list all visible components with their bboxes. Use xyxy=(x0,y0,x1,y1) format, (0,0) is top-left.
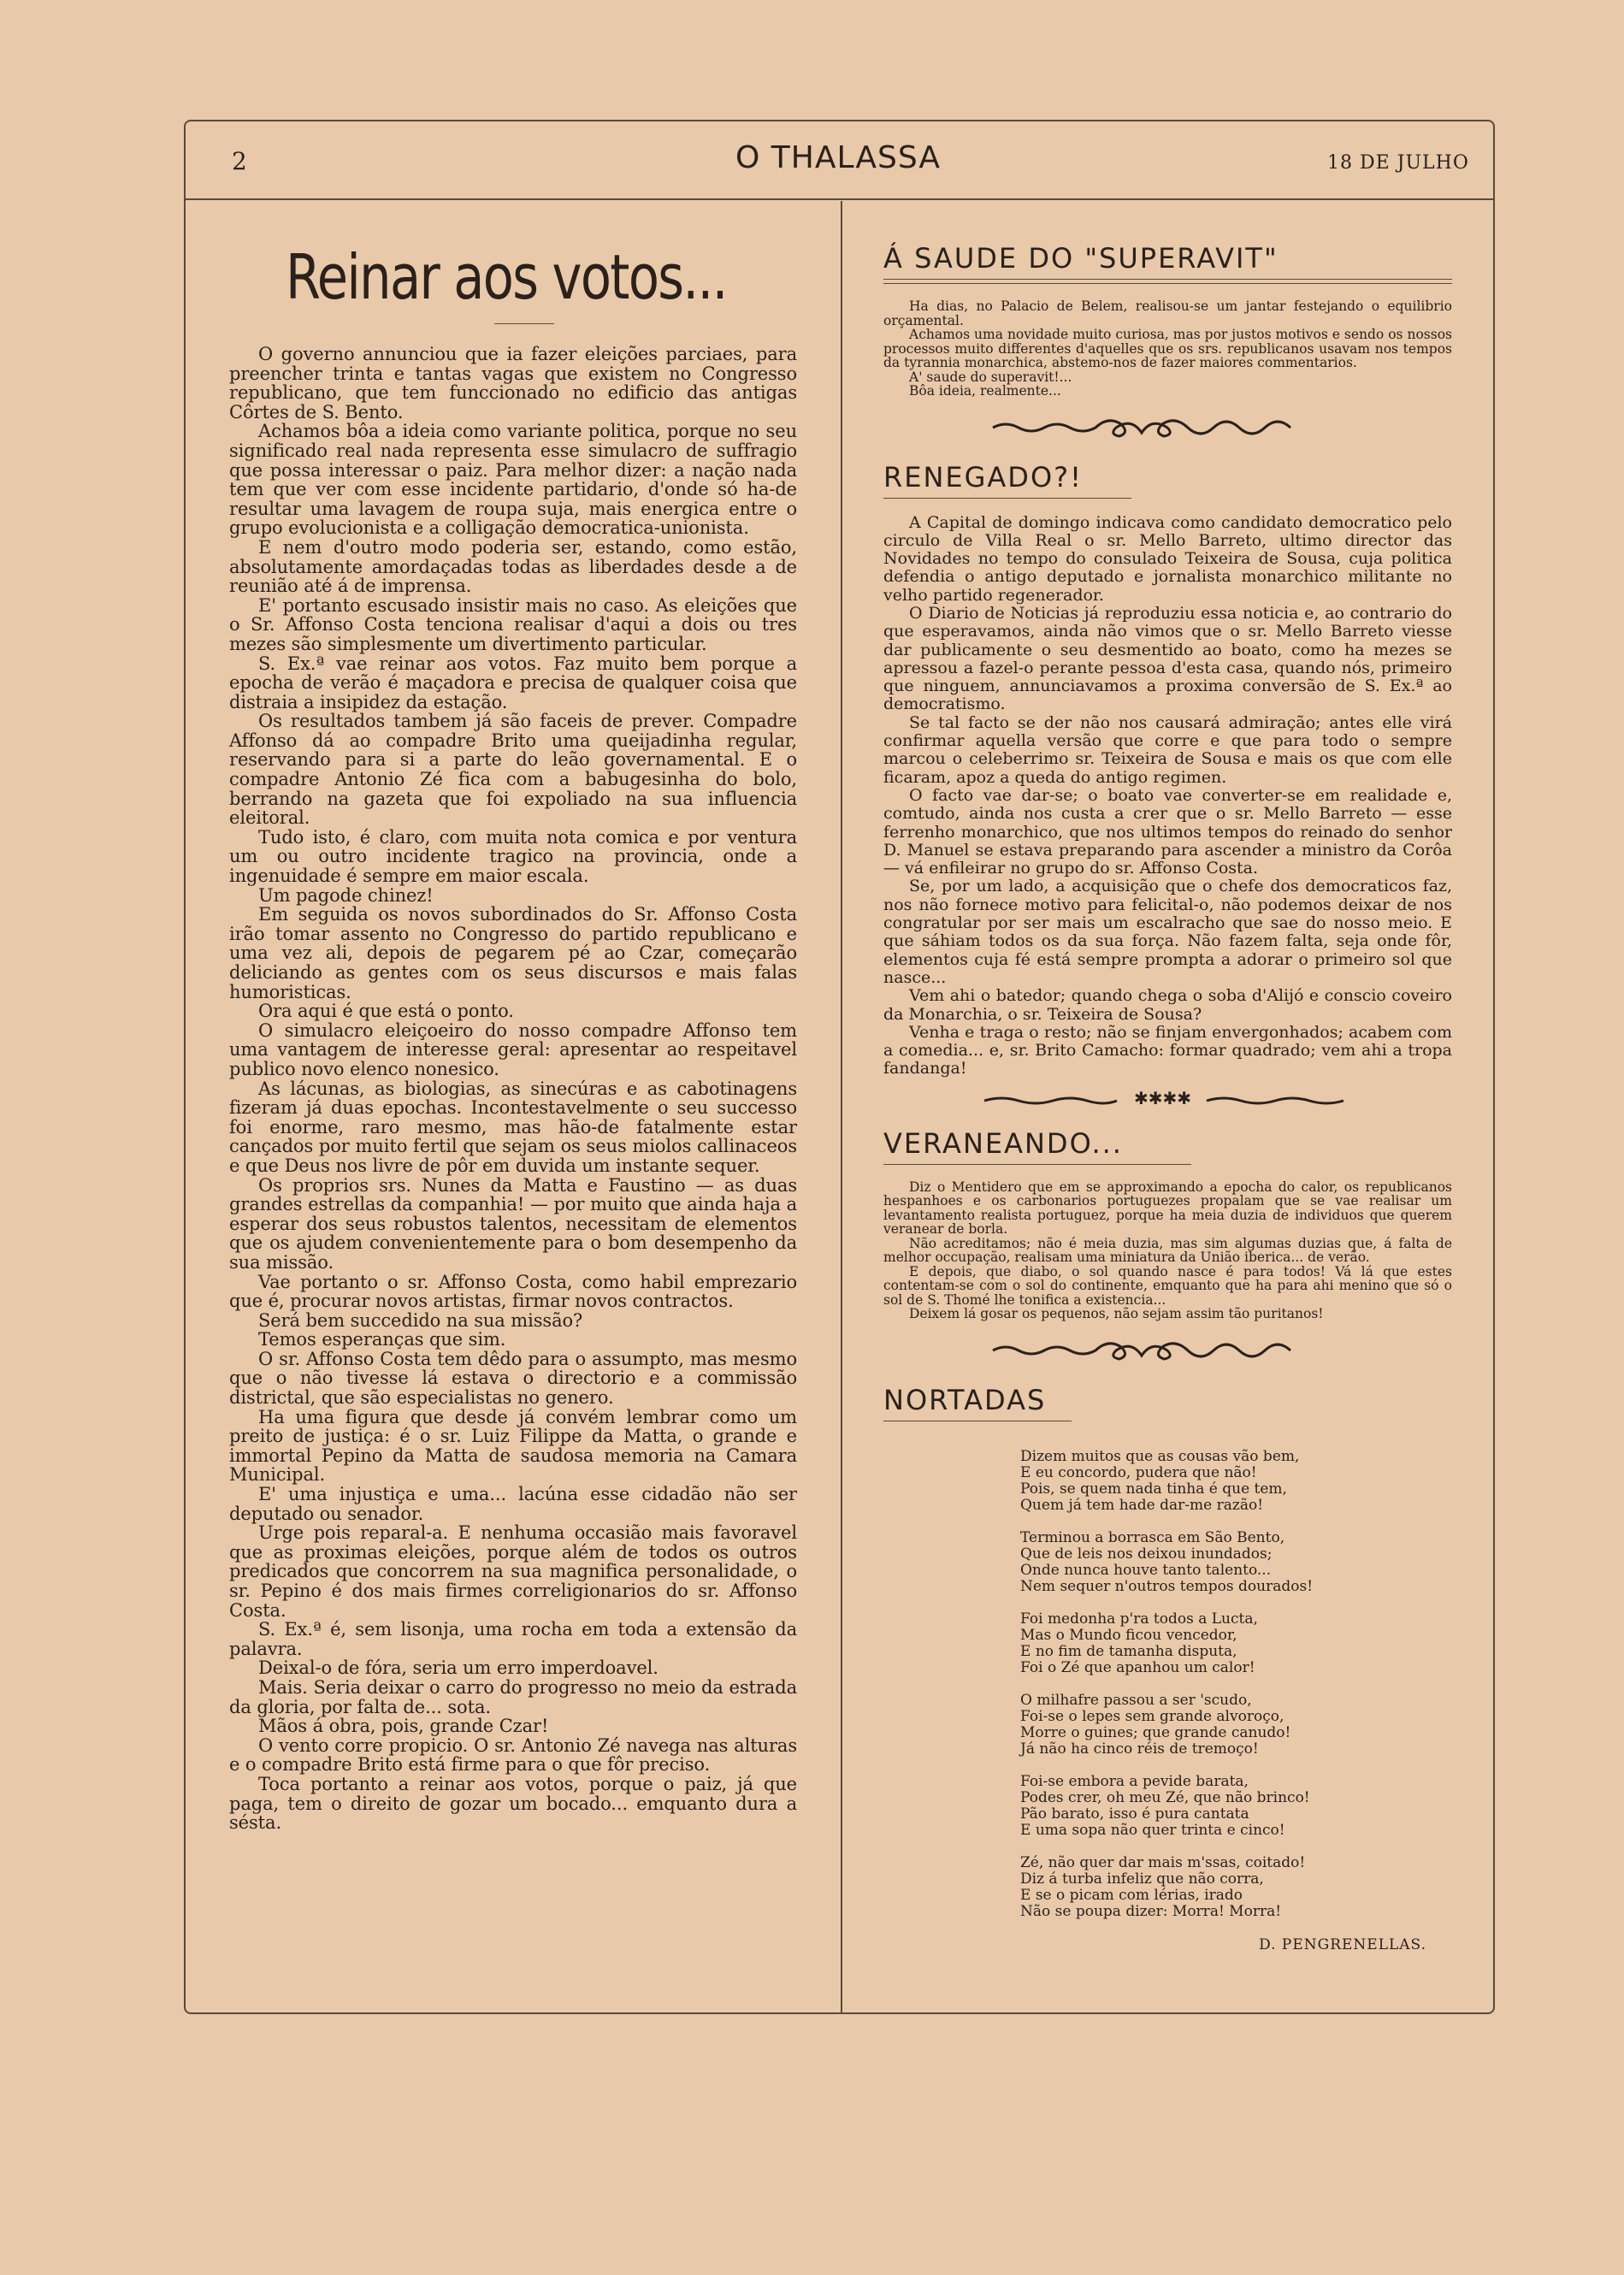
scroll-ornament-icon xyxy=(989,409,1348,443)
poem-stanza xyxy=(1020,1693,1452,1758)
paragraph: E' uma injustiça e uma... lacúna esse cidadão não ser deputado ou senador. xyxy=(229,1484,797,1524)
poem-line: Foi-se o lepes sem grande alvoroço, xyxy=(1020,1707,1284,1725)
paragraph: Os resultados tambem já são faceis de prever. Compadre Affonso dá ao compadre Brito uma queijadinha regular, reservando para si a parte do leão governamental. E o compadre Antonio Zé fica com a babugesinha do bolo, berrando na gazeta que foi expoliado na sua influencia eleitoral. xyxy=(229,711,797,829)
page-number: 2 xyxy=(232,147,247,175)
renegado-section xyxy=(883,460,1452,1078)
paragraph: Não acreditamos; não é meia duzia, mas sim algumas duzias que, á falta de melhor occupação, realisam uma miniatura da União iberica... de verão. xyxy=(883,1235,1452,1266)
poem-line: Foi o Zé que apanhou um calor! xyxy=(1020,1658,1255,1676)
paragraph: O facto vae dar-se; o boato vae converter-se em realidade e, comtudo, ainda nos custa a crer que o sr. Mello Barreto — esse ferrenho monarchico, que nos ultimos tempos do reinado do senhor D. Manuel se estava preparando para ascender a ministro da Corôa — vá enfileirar no grupo do sr. Affonso Costa. xyxy=(883,785,1452,878)
paragraph: O sr. Affonso Costa tem dêdo para o assumpto, mas mesmo que o não tivesse lá estava o directorio e a commissão districtal, que são especialistas no genero. xyxy=(229,1348,797,1409)
paragraph: Diz o Mentidero que em se approximando a epocha do calor, os republicanos hespanhoes e os carbonarios portuguezes propalam que se vae realisar um levantamento realista portuguez, porque ha meia duzia de individuos que querem veranear de borla. xyxy=(883,1179,1452,1238)
author-signature: D. PENGRENELLAS. xyxy=(1259,1935,1426,1953)
veraneando-body xyxy=(883,1180,1452,1321)
paragraph: S. Ex.ª vae reinar aos votos. Faz muito bem porque a epocha de verão é maçadora e precisa de qualquer coisa que distraia a insipidez da estação. xyxy=(229,653,797,712)
paragraph: Vem ahi o batedor; quando chega o soba d'Alijó e conscio coveiro da Monarchia, o sr. Teixeira de Sousa? xyxy=(883,986,1452,1024)
paragraph: Deixal-o de fóra, seria um erro imperdoavel. xyxy=(258,1658,658,1679)
paragraph: Mãos á obra, pois, grande Czar! xyxy=(258,1716,549,1737)
veraneando-section xyxy=(883,1126,1452,1321)
paragraph: E nem d'outro modo poderia ser, estando, como estão, absolutamente amordaçadas todas as liberdades desde a de reunião até á de imprensa. xyxy=(229,536,797,597)
paragraph: O vento corre propicio. O sr. Antonio Zé navega nas alturas e o compadre Brito está firme para o que fôr preciso. xyxy=(229,1734,797,1776)
poem-line: E no fim de tamanha disputa, xyxy=(1020,1642,1237,1660)
paragraph: Ora aqui é que está o ponto. xyxy=(258,1001,514,1022)
paragraph: Deixem lá gosar os pequenos, não sejam assim tão puritanos! xyxy=(909,1306,1324,1322)
paragraph: Se, por um lado, a acquisição que o chefe dos democraticos faz, nos não fornece motivo para felicital-o, não podemos deixar de nos congratular por ser mais um escalracho que sae do nosso meio. E que sáhiam todos os da sua força. Não fazem falta, seja onde fôr, elementos cuja fé está sempre prompta a adorar o primeiro sol que nasce... xyxy=(883,877,1452,987)
paragraph: Achamos bôa a ideia como variante politica, porque no seu significado real nada representa esse simulacro de suffragio que possa interessar o paiz. Para melhor dizer: a nação nada tem que ver com esse incidente partidario, d'onde só ha-de resultar uma lavagem de roupa suja, mais energica entre o grupo evolucionista e a colligação democratica-unionista. xyxy=(229,421,797,539)
poem-line: Que de leis nos deixou inundados; xyxy=(1020,1545,1273,1563)
poem-line: Pão barato, isso é pura cantata xyxy=(1020,1805,1249,1823)
paragraph: Urge pois reparal-a. E nenhuma occasião mais favoravel que as proximas eleições, porque além de todos os outros predicados que concorrem na sua magnifica personalidade, o sr. Pepino é dos mais firmes correligionarios do sr. Affonso Costa. xyxy=(229,1522,797,1621)
section-rule xyxy=(883,498,1131,499)
poem-line: Quem já tem hade dar-me razão! xyxy=(1020,1496,1264,1514)
poem-line: Podes crer, oh meu Zé, que não brinco! xyxy=(1020,1788,1310,1806)
poem-line: Foi-se embora a pevide barata, xyxy=(1020,1772,1249,1790)
paragraph: Será bem succedido na sua missão? xyxy=(258,1309,583,1331)
paragraph: Mais. Seria deixar o carro do progresso no meio da estrada da gloria, por falta de... sota. xyxy=(229,1676,797,1717)
section-rule xyxy=(883,1164,1191,1165)
right-column xyxy=(883,241,1452,1953)
poem-line: E se o picam com lérias, irado xyxy=(1020,1886,1243,1904)
paragraph: Ha uma figura que desde já convém lembrar como um preito de justiça: é o sr. Luiz Filippe da Matta, o grande e immortal Pepino da Matta de saudosa memoria na Camara Municipal. xyxy=(229,1406,797,1486)
star-ornament-icon xyxy=(980,1089,1356,1109)
poem-stanza xyxy=(1020,1449,1452,1514)
nortadas-heading: NORTADAS xyxy=(883,1383,1047,1416)
scroll-ornament-icon xyxy=(989,1332,1348,1366)
poem-line: Nem sequer n'outros tempos dourados! xyxy=(1020,1577,1314,1595)
poem-line: Já não ha cinco réis de tremoço! xyxy=(1020,1740,1259,1758)
paragraph: E depois, que diabo, o sol quando nasce é para todos! Vá lá que estes contentam-se com o sol do continente, emquanto que ha para ahi menino que só o sol de S. Thomé lhe tonifica a existencia... xyxy=(883,1263,1452,1308)
nortadas-poem xyxy=(1020,1449,1452,1920)
paragraph: Achamos uma novidade muito curiosa, mas por justos motivos e sendo os nossos processos muito differentes d'aquelles que os srs. republicanos usavam nos tempos da tyrannia monarchica, abstemo-nos de fazer maiores commentarios. xyxy=(883,327,1452,370)
paragraph: A Capital de domingo indicava como candidato democratico pelo circulo de Villa Real o sr. Mello Barreto, ultimo director das Novidades no tempo do consulado Teixeira de Sousa, cuja politica defendia o antigo deputado e jornalista monarchico militante no velho partido regenerador. xyxy=(883,512,1452,605)
paragraph: Se tal facto se der não nos causará admiração; antes elle virá confirmar aquella versão que corre e que para todo o sempre marcou o celeberrimo sr. Teixeira de Sousa e mais os que com elle ficaram, apoz a queda do antigo regimen. xyxy=(883,712,1452,787)
left-column-article xyxy=(229,239,797,1833)
paragraph: O simulacro eleiçoeiro do nosso compadre Affonso tem uma vantagem de interesse geral: apresentar ao respeitavel publico novo elenco nonesico. xyxy=(229,1019,797,1079)
poem-stanza xyxy=(1020,1530,1452,1595)
poem-line: Foi medonha p'ra todos a Lucta, xyxy=(1020,1610,1258,1628)
paragraph: Os proprios srs. Nunes da Matta e Faustino — as duas grandes estrellas da companhia! — por muito que ainda haja a esperar dos seus robustos talentos, necessitam de elementos que os ajudem convenientemente para o bom desempenho da sua missão. xyxy=(229,1174,797,1273)
title-rule xyxy=(494,323,554,324)
paragraph: Toca portanto a reinar aos votos, porque o paiz, já que paga, tem o direito de gozar um bocado... emquanto dura a sésta. xyxy=(229,1773,797,1834)
newspaper-title: O THALASSA xyxy=(735,140,941,175)
paragraph: As lácunas, as biologias, as sinecúras e as cabotinagens fizeram já duas epochas. Incontestavelmente o seu successo foi enorme, raro mesmo, mas hão-de fatalmente estar cançados por muito fertil que sejam os seus miolos callinaceos e que Deus nos livre de pôr em duvida um instante sequer. xyxy=(229,1078,797,1176)
article-body xyxy=(229,345,797,1833)
paragraph: Venha e traga o resto; não se finjam envergonhados; acabem com a comedia... e, sr. Brito Camacho: formar quadrado; vem ahi a tropa fandanga! xyxy=(883,1022,1452,1078)
column-separator xyxy=(841,201,842,2012)
poem-line: Diz á turba infeliz que não corra, xyxy=(1020,1870,1264,1888)
svg-text:✱✱✱✱: ✱✱✱✱ xyxy=(1133,1088,1191,1108)
superavit-section xyxy=(883,241,1452,399)
poem-line: Onde nunca houve tanto talento... xyxy=(1020,1561,1272,1579)
renegado-body xyxy=(883,514,1452,1078)
poem-stanza xyxy=(1020,1855,1452,1920)
paragraph: Em seguida os novos subordinados do Sr. Affonso Costa irão tomar assento no Congresso do partido republicano e uma vez ali, depois de pegarem pé ao Czar, começarão deliciando as gentes com os seus discursos e mais falas humoristicas. xyxy=(229,904,797,1002)
paragraph: S. Ex.ª é, sem lisonja, uma rocha em toda a extensão da palavra. xyxy=(229,1619,797,1659)
poem-stanza xyxy=(1020,1611,1452,1676)
veraneando-heading: VERANEANDO... xyxy=(883,1126,1123,1160)
poem-line: O milhafre passou a ser 'scudo, xyxy=(1020,1691,1252,1709)
poem-line: Terminou a borrasca em São Bento, xyxy=(1020,1528,1285,1546)
nortadas-section xyxy=(883,1383,1452,1953)
paragraph: Temos esperanças que sim. xyxy=(258,1329,506,1350)
header-rule xyxy=(184,198,1495,200)
poem-line: E uma sopa não quer trinta e cinco! xyxy=(1020,1821,1285,1839)
paragraph: A' saude do superavit!... xyxy=(909,369,1072,385)
paragraph: Vae portanto o sr. Affonso Costa, como habil emprezario que é, procurar novos artistas, firmar novos contractos. xyxy=(229,1271,797,1312)
paragraph: Bôa ideia, realmente... xyxy=(909,383,1061,399)
paragraph: Ha dias, no Palacio de Belem, realisou-se um jantar festejando o equilibrio orçamental. xyxy=(883,298,1452,328)
section-rule xyxy=(883,279,1452,284)
poem-line: Pois, se quem nada tinha é que tem, xyxy=(1020,1480,1287,1498)
paragraph: O governo annunciou que ia fazer eleições parciaes, para preencher trinta e tantas vagas que existem no Congresso republicano, que tem funccionado no edificio das antigas Côrtes de S. Bento. xyxy=(229,344,797,422)
paragraph: Um pagode chinez! xyxy=(258,884,434,906)
poem-line: Morre o guines; que grande canudo! xyxy=(1020,1723,1291,1741)
poem-line: Dizem muitos que as cousas vão bem, xyxy=(1020,1447,1300,1465)
superavit-heading: Á SAUDE DO "SUPERAVIT" xyxy=(883,242,1279,275)
poem-line: E eu concordo, pudera que não! xyxy=(1020,1463,1257,1481)
article-title: Reinar aos votos... xyxy=(286,241,727,313)
issue-date: 18 DE JULHO xyxy=(1327,152,1469,174)
renegado-heading: RENEGADO?! xyxy=(883,460,1083,493)
poem-line: Zé, não quer dar mais m'ssas, coitado! xyxy=(1020,1853,1306,1871)
paragraph: E' portanto escusado insistir mais no caso. As eleições que o Sr. Affonso Costa tenciona realisar d'aqui a dois ou tres mezes são simplesmente um divertimento particular. xyxy=(229,594,797,654)
paragraph: Tudo isto, é claro, com muita nota comica e por ventura um ou outro incidente tragico na provincia, onde a ingenuidade é sempre em maior escala. xyxy=(229,826,797,887)
poem-stanza xyxy=(1020,1774,1452,1839)
poem-line: Mas o Mundo ficou vencedor, xyxy=(1020,1626,1237,1644)
paragraph: O Diario de Noticias já reproduziu essa noticia e, ao contrario do que esperavamos, ainda não vimos que o sr. Mello Barreto viesse dar publicamente o seu desmentido ao boato, como ha mezes se apressou a fazel-o perante pessoa d'esta casa, quando nós, primeiro que ninguem, annunciavamos a proxima conversão de S. Ex.ª ao democratismo. xyxy=(883,603,1452,714)
superavit-body xyxy=(883,299,1452,399)
poem-line: Não se poupa dizer: Morra! Morra! xyxy=(1020,1902,1282,1920)
